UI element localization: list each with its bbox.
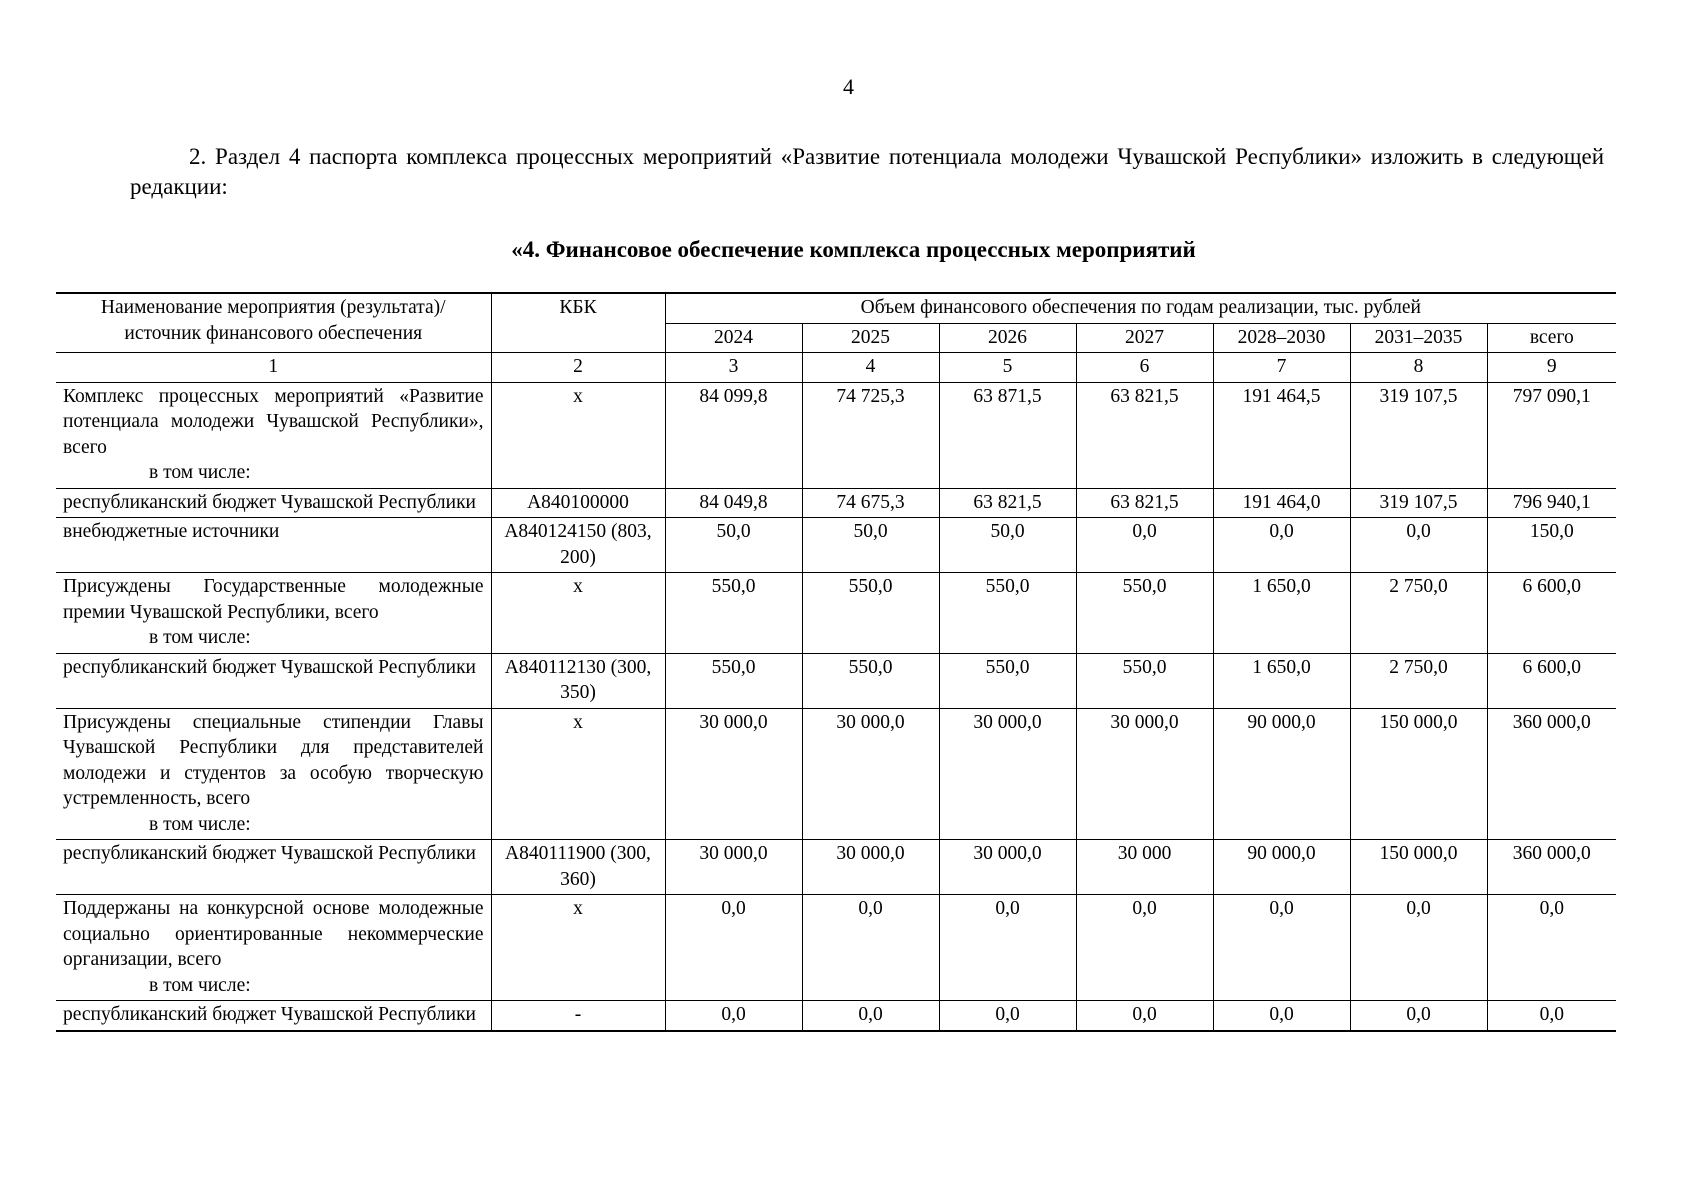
row-value: 150,0 bbox=[1487, 518, 1616, 573]
row-value: 191 464,0 bbox=[1213, 488, 1350, 518]
row-value: 0,0 bbox=[1487, 1001, 1616, 1031]
row-name-cell bbox=[56, 382, 491, 488]
row-value: 0,0 bbox=[1076, 518, 1213, 573]
table-row bbox=[56, 518, 1616, 573]
row-kbk: x bbox=[491, 895, 665, 1001]
header-period: 2027 bbox=[1076, 323, 1213, 353]
row-name-cell bbox=[56, 1001, 491, 1031]
row-value: 319 107,5 bbox=[1350, 382, 1487, 488]
row-kbk: А840100000 bbox=[491, 488, 665, 518]
row-value: 550,0 bbox=[802, 573, 939, 654]
row-value: 550,0 bbox=[665, 653, 802, 708]
row-value: 150 000,0 bbox=[1350, 840, 1487, 895]
row-name-cell bbox=[56, 708, 491, 840]
row-value: 0,0 bbox=[1076, 895, 1213, 1001]
table-row bbox=[56, 840, 1616, 895]
column-number: 3 bbox=[665, 353, 802, 383]
row-name-cell bbox=[56, 518, 491, 573]
row-value: 1 650,0 bbox=[1213, 653, 1350, 708]
row-value: 0,0 bbox=[1350, 895, 1487, 1001]
row-value: 30 000,0 bbox=[665, 708, 802, 840]
column-number: 9 bbox=[1487, 353, 1616, 383]
row-kbk: x bbox=[491, 573, 665, 654]
row-name: Поддержаны на конкурсной основе молодежные социально ориентированные некоммерческие организации, всего bbox=[63, 898, 484, 970]
row-value: 796 940,1 bbox=[1487, 488, 1616, 518]
row-value: 84 099,8 bbox=[665, 382, 802, 488]
row-kbk: А840124150 (803, 200) bbox=[491, 518, 665, 573]
header-kbk: КБК bbox=[491, 293, 665, 353]
row-value: 0,0 bbox=[1076, 1001, 1213, 1031]
header-period: 2031–2035 bbox=[1350, 323, 1487, 353]
row-value: 0,0 bbox=[939, 1001, 1076, 1031]
column-number: 2 bbox=[491, 353, 665, 383]
row-value: 0,0 bbox=[665, 1001, 802, 1031]
row-value: 0,0 bbox=[1350, 1001, 1487, 1031]
row-note: в том числе: bbox=[149, 627, 251, 648]
row-value: 63 821,5 bbox=[1076, 488, 1213, 518]
header-volume: Объем финансового обеспечения по годам реализации, тыс. рублей bbox=[665, 293, 1616, 323]
row-value: 550,0 bbox=[939, 653, 1076, 708]
row-value: 0,0 bbox=[1213, 895, 1350, 1001]
row-value: 191 464,5 bbox=[1213, 382, 1350, 488]
row-note: в том числе: bbox=[149, 813, 251, 835]
table-row bbox=[56, 653, 1616, 708]
row-value: 797 090,1 bbox=[1487, 382, 1616, 488]
row-value: 0,0 bbox=[1213, 1001, 1350, 1031]
row-value: 0,0 bbox=[1213, 518, 1350, 573]
row-name-cell bbox=[56, 895, 491, 1001]
column-number: 8 bbox=[1350, 353, 1487, 383]
row-value: 50,0 bbox=[802, 518, 939, 573]
row-kbk: - bbox=[491, 1001, 665, 1031]
table-row bbox=[56, 708, 1616, 840]
page-number: 4 bbox=[843, 74, 854, 99]
column-number: 7 bbox=[1213, 353, 1350, 383]
row-value: 90 000,0 bbox=[1213, 840, 1350, 895]
row-name: Комплекс процессных мероприятий «Развитие потенциала молодежи Чувашской Республики», всего bbox=[63, 385, 484, 458]
column-number: 5 bbox=[939, 353, 1076, 383]
row-value: 74 725,3 bbox=[802, 382, 939, 488]
row-value: 63 821,5 bbox=[939, 488, 1076, 518]
row-name: внебюджетные источники bbox=[63, 521, 280, 542]
row-value: 550,0 bbox=[802, 653, 939, 708]
intro-paragraph: 2. Раздел 4 паспорта комплекса процессных мероприятий «Развитие потенциала молодежи Чувашской Республики» изложить в следующей редакции: bbox=[130, 144, 1604, 199]
row-value: 550,0 bbox=[1076, 653, 1213, 708]
table-row bbox=[56, 1001, 1616, 1031]
section-title: «4. Финансовое обеспечение комплекса процессных мероприятий bbox=[511, 237, 1196, 262]
row-value: 30 000,0 bbox=[939, 840, 1076, 895]
header-period: 2024 bbox=[665, 323, 802, 353]
header-name: Наименование мероприятия (результата)/источник финансового обеспечения bbox=[56, 293, 491, 353]
row-kbk: А840111900 (300, 360) bbox=[491, 840, 665, 895]
row-note: в том числе: bbox=[149, 462, 251, 483]
row-value: 30 000,0 bbox=[1076, 708, 1213, 840]
header-period: всего bbox=[1487, 323, 1616, 353]
row-name: республиканский бюджет Чувашской Республики bbox=[63, 1004, 476, 1025]
row-value: 2 750,0 bbox=[1350, 573, 1487, 654]
row-value: 30 000 bbox=[1076, 840, 1213, 895]
row-value: 30 000,0 bbox=[802, 840, 939, 895]
table-row bbox=[56, 895, 1616, 1001]
row-value: 30 000,0 bbox=[802, 708, 939, 840]
row-value: 360 000,0 bbox=[1487, 840, 1616, 895]
table-row bbox=[56, 382, 1616, 488]
row-value: 30 000,0 bbox=[665, 840, 802, 895]
row-value: 6 600,0 bbox=[1487, 573, 1616, 654]
row-value: 1 650,0 bbox=[1213, 573, 1350, 654]
row-name: республиканский бюджет Чувашской Республики bbox=[63, 656, 476, 678]
table-row bbox=[56, 573, 1616, 654]
row-value: 0,0 bbox=[939, 895, 1076, 1001]
row-value: 550,0 bbox=[1076, 573, 1213, 654]
row-name-cell bbox=[56, 653, 491, 708]
row-kbk: x bbox=[491, 708, 665, 840]
row-value: 0,0 bbox=[802, 1001, 939, 1031]
row-note: в том числе: bbox=[149, 974, 251, 996]
row-value: 550,0 bbox=[939, 573, 1076, 654]
column-number: 1 bbox=[56, 353, 491, 383]
row-value: 319 107,5 bbox=[1350, 488, 1487, 518]
row-name-cell bbox=[56, 488, 491, 518]
row-value: 0,0 bbox=[1350, 518, 1487, 573]
table-row bbox=[56, 488, 1616, 518]
row-value: 63 871,5 bbox=[939, 382, 1076, 488]
row-value: 6 600,0 bbox=[1487, 653, 1616, 708]
row-value: 150 000,0 bbox=[1350, 708, 1487, 840]
row-value: 90 000,0 bbox=[1213, 708, 1350, 840]
financing-table bbox=[56, 292, 1616, 1032]
column-number: 6 bbox=[1076, 353, 1213, 383]
row-value: 0,0 bbox=[1487, 895, 1616, 1001]
header-period: 2028–2030 bbox=[1213, 323, 1350, 353]
row-name-cell bbox=[56, 573, 491, 654]
column-number: 4 bbox=[802, 353, 939, 383]
row-name: Присуждены специальные стипендии Главы Чувашской Республики для представителей молодежи и студентов за особую творческую устремленность, всего bbox=[63, 711, 484, 809]
row-value: 360 000,0 bbox=[1487, 708, 1616, 840]
row-kbk: А840112130 (300, 350) bbox=[491, 653, 665, 708]
header-period: 2026 bbox=[939, 323, 1076, 353]
row-name: республиканский бюджет Чувашской Республики bbox=[63, 491, 476, 513]
row-name: Присуждены Государственные молодежные премии Чувашской Республики, всего bbox=[63, 576, 484, 623]
row-value: 2 750,0 bbox=[1350, 653, 1487, 708]
row-name-cell bbox=[56, 840, 491, 895]
row-name: республиканский бюджет Чувашской Республики bbox=[63, 843, 476, 864]
header-period: 2025 bbox=[802, 323, 939, 353]
row-value: 63 821,5 bbox=[1076, 382, 1213, 488]
row-kbk: x bbox=[491, 382, 665, 488]
row-value: 0,0 bbox=[665, 895, 802, 1001]
row-value: 50,0 bbox=[665, 518, 802, 573]
row-value: 30 000,0 bbox=[939, 708, 1076, 840]
row-value: 74 675,3 bbox=[802, 488, 939, 518]
row-value: 50,0 bbox=[939, 518, 1076, 573]
row-value: 0,0 bbox=[802, 895, 939, 1001]
row-value: 84 049,8 bbox=[665, 488, 802, 518]
row-value: 550,0 bbox=[665, 573, 802, 654]
